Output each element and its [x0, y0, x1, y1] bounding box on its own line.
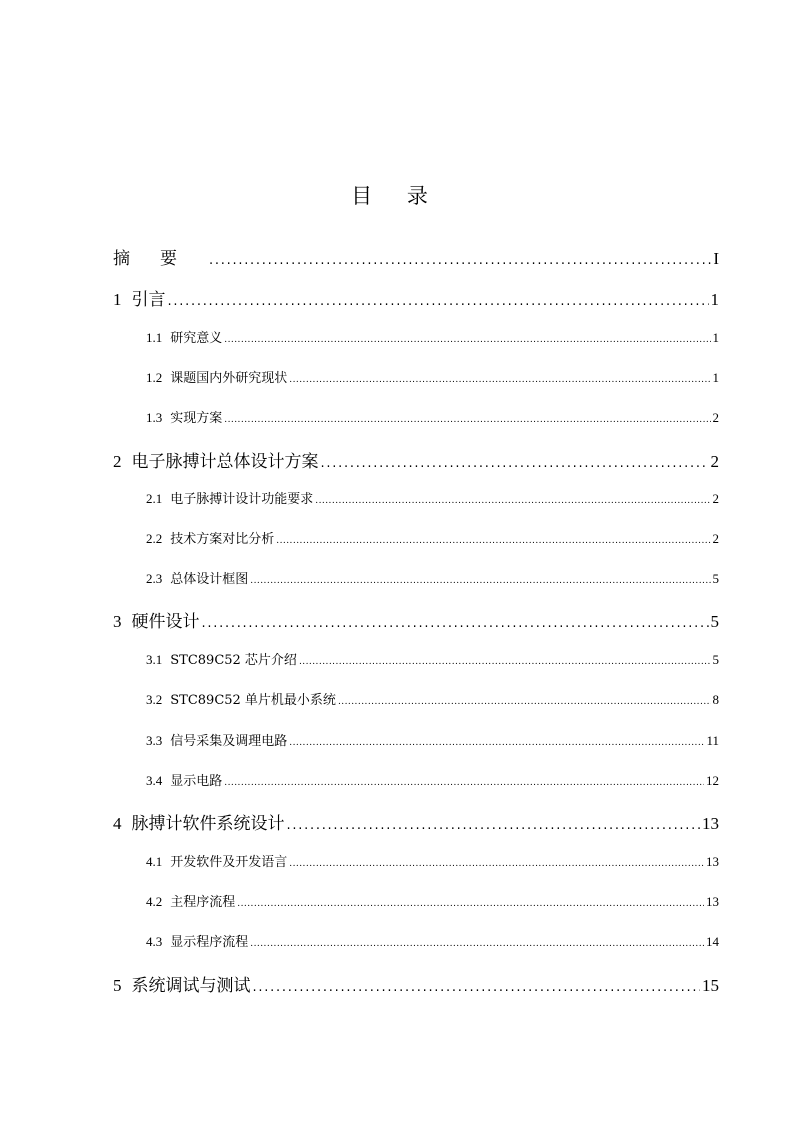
- toc-entry-text: 研究意义: [170, 331, 223, 346]
- toc-entry-number: 4: [113, 814, 122, 833]
- toc-entry-page: 2: [712, 410, 719, 425]
- toc-entry-text: 脉搏计软件系统设计: [131, 814, 285, 834]
- toc-entry-page: 15: [702, 976, 719, 995]
- toc-entry-page: 2: [710, 452, 719, 471]
- toc-title: 目 录: [351, 184, 442, 208]
- toc-entry-page: 14: [706, 934, 719, 949]
- toc-entry-page: 13: [706, 894, 719, 909]
- toc-entry-number: 3: [113, 612, 122, 631]
- toc-entry-text: 主程序流程: [170, 895, 236, 910]
- dot-leader: [224, 331, 710, 346]
- dot-leader: [209, 249, 711, 269]
- toc-entry-chapter-3[interactable]: [113, 607, 719, 632]
- toc-entry-section-3-4[interactable]: [113, 770, 719, 789]
- toc-entry-text: 电子脉搏计总体设计方案: [131, 452, 319, 472]
- dot-leader: [202, 612, 709, 632]
- toc-entry-number: 1.3: [146, 410, 163, 425]
- dot-leader: [287, 814, 701, 834]
- toc-entry-text: 课题国内外研究现状: [170, 371, 288, 386]
- toc-entry-number: 2: [113, 452, 122, 471]
- toc-entry-number: 1: [113, 290, 122, 309]
- toc-entry-number: 2.1: [146, 491, 163, 506]
- dot-leader: [276, 532, 710, 547]
- toc-entry-text: 信号采集及调理电路: [170, 734, 288, 749]
- toc-entry-text: 技术方案对比分析: [170, 532, 275, 547]
- dot-leader: [289, 855, 704, 870]
- dot-leader: [338, 693, 711, 708]
- toc-entry-section-2-3[interactable]: [113, 568, 719, 587]
- dot-leader: [299, 653, 711, 668]
- toc-entry-page: 2: [712, 491, 719, 506]
- toc-entry-text: 系统调试与测试: [131, 976, 251, 996]
- toc-entry-section-2-1[interactable]: [113, 488, 719, 507]
- toc-entry-page: 12: [706, 773, 719, 788]
- dot-leader: [253, 976, 701, 996]
- toc-entry-page: 5: [712, 571, 719, 586]
- toc-entry-page: 1: [710, 290, 719, 309]
- dot-leader: [289, 734, 704, 749]
- toc-entry-section-4-1[interactable]: [113, 851, 719, 870]
- toc-entry-text: 硬件设计: [131, 612, 200, 632]
- toc-entry-page: 2: [712, 531, 719, 546]
- toc-entry-text: 实现方案: [170, 411, 223, 426]
- toc-entry-page: I: [713, 249, 719, 268]
- toc-entry-page: 5: [710, 612, 719, 631]
- toc-entry-section-1-1[interactable]: [113, 327, 719, 346]
- toc-entry-page: 1: [712, 370, 719, 385]
- toc-entry-text: 引言: [131, 290, 166, 310]
- dot-leader: [224, 774, 704, 789]
- dot-leader: [321, 452, 709, 472]
- toc-entry-page: 11: [706, 733, 719, 748]
- toc-entry-text: 显示电路: [170, 774, 223, 789]
- toc-entry-text: 电子脉搏计设计功能要求: [170, 492, 314, 507]
- toc-entry-text: STC89C52 芯片介绍: [170, 653, 297, 668]
- toc-entry-number: 3.3: [146, 733, 163, 748]
- dot-leader: [250, 935, 704, 950]
- toc-entry-number: 1.2: [146, 370, 163, 385]
- dot-leader: [250, 572, 710, 587]
- toc-entry-text: 显示程序流程: [170, 935, 249, 950]
- toc-entry-page: 13: [706, 854, 719, 869]
- toc-entry-page: 8: [712, 692, 719, 707]
- toc-entry-number: 4.3: [146, 934, 163, 949]
- toc-entry-section-4-3[interactable]: [113, 931, 719, 950]
- toc-entry-number: 5: [113, 976, 122, 995]
- toc-entry-text: STC89C52 单片机最小系统: [170, 693, 336, 708]
- toc-entry-section-1-2[interactable]: [113, 367, 719, 386]
- toc-entry-text: 开发软件及开发语言: [170, 855, 288, 870]
- toc-entry-chapter-1[interactable]: [113, 285, 719, 310]
- dot-leader: [237, 895, 704, 910]
- toc-entry-number: 2.2: [146, 531, 163, 546]
- toc-entry-page: 1: [712, 330, 719, 345]
- toc-entry-number: 1.1: [146, 330, 163, 345]
- toc-entry-number: 4.2: [146, 894, 163, 909]
- dot-leader: [224, 411, 710, 426]
- toc-entry-section-1-3[interactable]: [113, 407, 719, 426]
- toc-entry-number: 2.3: [146, 571, 163, 586]
- dot-leader: [289, 371, 710, 386]
- toc-entry-chapter-4[interactable]: [113, 809, 719, 834]
- toc-entry-number: 4.1: [146, 854, 163, 869]
- toc-entry-number: 3.4: [146, 773, 163, 788]
- toc-entry-text: 总体设计框图: [170, 572, 249, 587]
- toc-entry-page: 5: [712, 652, 719, 667]
- toc-entry-abstract[interactable]: [113, 244, 719, 269]
- dot-leader: [315, 492, 710, 507]
- toc-entry-section-2-2[interactable]: [113, 528, 719, 547]
- toc-entry-section-3-2[interactable]: [113, 689, 719, 708]
- toc-entry-section-4-2[interactable]: [113, 891, 719, 910]
- toc-entry-page: 13: [702, 814, 719, 833]
- dot-leader: [168, 290, 709, 310]
- toc-entry-section-3-3[interactable]: [113, 730, 719, 749]
- toc-entry-text: 摘要: [113, 249, 207, 269]
- toc-entry-section-3-1[interactable]: [113, 649, 719, 668]
- toc-entry-chapter-2[interactable]: [113, 447, 719, 472]
- toc-entry-number: 3.2: [146, 692, 163, 707]
- toc-entry-chapter-5[interactable]: [113, 971, 719, 996]
- toc-entry-number: 3.1: [146, 652, 163, 667]
